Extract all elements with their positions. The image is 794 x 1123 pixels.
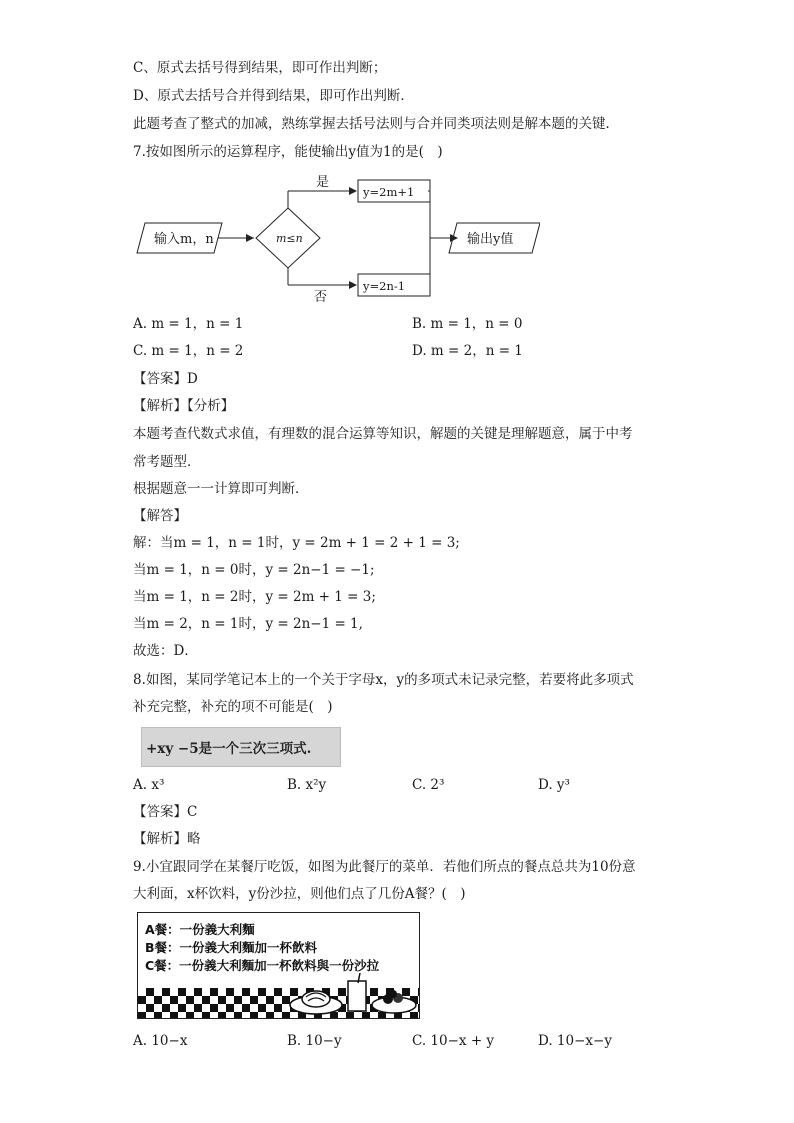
menu-image [137, 912, 420, 1019]
q7-analysis-2: 常考题型． [133, 454, 201, 470]
flow-yes-text: 是 [316, 175, 330, 190]
flow-cond-text: m≤n [276, 232, 303, 245]
menu-item-c: C餐：一份義大利麵加一杯飲料與一份沙拉 [145, 958, 380, 973]
question-9-line2: 大利面，x杯饮料，y份沙拉，则他们点了几份A餐？( ) [133, 886, 466, 902]
question-8-line2: 补充完整，补充的项不可能是( ) [133, 699, 333, 715]
q7-option-a: A. m = 1，n = 1 [133, 316, 244, 332]
flowchart [120, 168, 540, 308]
q9-option-a: A. 10−x [133, 1033, 188, 1049]
notebook-image [141, 727, 341, 767]
q7-option-c: C. m = 1，n = 2 [133, 343, 244, 359]
q7-solution-1: 解：当m = 1，n = 1时，y = 2m + 1 = 2 + 1 = 3; [133, 535, 460, 551]
flow-top-formula: y=2m+1 [363, 185, 415, 199]
q8-option-d: D. y³ [538, 777, 570, 793]
question-7: 7.按如图所示的运算程序，能使输出y值为1的是( ) [133, 144, 443, 160]
menu-item-b: B餐：一份義大利麵加一杯飲料 [145, 940, 318, 955]
text-line-summary: 此题考查了整式的加减，熟练掌握去括号法则与合并同类项法则是解本题的关键． [133, 116, 619, 132]
q7-analysis-head: 【解析】【分析】 [133, 398, 235, 414]
q9-option-c: C. 10−x + y [412, 1033, 495, 1049]
q7-analysis-3: 根据题意一一计算即可判断． [133, 481, 309, 497]
q7-solution-3: 当m = 1，n = 2时，y = 2m + 1 = 3; [133, 589, 376, 605]
text-line-d: D、原式去括号合并得到结果，即可作出判断． [133, 88, 414, 104]
q8-answer: 【答案】C [133, 804, 198, 820]
text-line-c: C、原式去括号得到结果，即可作出判断； [133, 60, 387, 76]
q7-answer: 【答案】D [133, 371, 198, 387]
q7-solution-4: 当m = 2，n = 1时，y = 2n−1 = 1, [133, 616, 363, 632]
q8-analysis: 【解析】略 [133, 831, 201, 847]
q7-analysis-1: 本题考查代数式求值，有理数的混合运算等知识，解题的关键是理解题意，属于中考 [133, 426, 633, 442]
notebook-text: +xy −5是一个三次三项式. [146, 741, 312, 757]
q7-option-b: B. m = 1，n = 0 [412, 316, 523, 332]
q8-option-a: A. x³ [133, 777, 165, 793]
question-9-line1: 9.小宜跟同学在某餐厅吃饭，如图为此餐厅的菜单．若他们所点的餐点总共为10份意 [133, 859, 636, 875]
question-8-line1: 8.如图，某同学笔记本上的一个关于字母x，y的多项式未记录完整，若要将此多项式 [133, 672, 634, 688]
flow-no-text: 否 [314, 290, 328, 305]
food-drink-illustration [288, 971, 418, 1017]
drink-cup-icon [348, 981, 366, 1011]
q9-option-d: D. 10−x−y [538, 1033, 612, 1049]
flow-bottom-formula: y=2n-1 [363, 279, 406, 293]
q7-option-d: D. m = 2，n = 1 [412, 343, 523, 359]
q8-option-b: B. x²y [287, 777, 327, 793]
q9-option-b: B. 10−y [287, 1033, 342, 1049]
flow-output-text: 输出y值 [467, 232, 514, 247]
q7-solution-5: 故选：D． [133, 643, 198, 659]
q7-solution-2: 当m = 1，n = 0时，y = 2n−1 = −1; [133, 562, 375, 578]
q8-option-c: C. 2³ [412, 777, 445, 793]
q7-solution-head: 【解答】 [133, 508, 187, 524]
flow-input-text: 输入m，n [154, 232, 214, 247]
menu-item-a: A餐：一份義大利麵 [145, 922, 255, 937]
